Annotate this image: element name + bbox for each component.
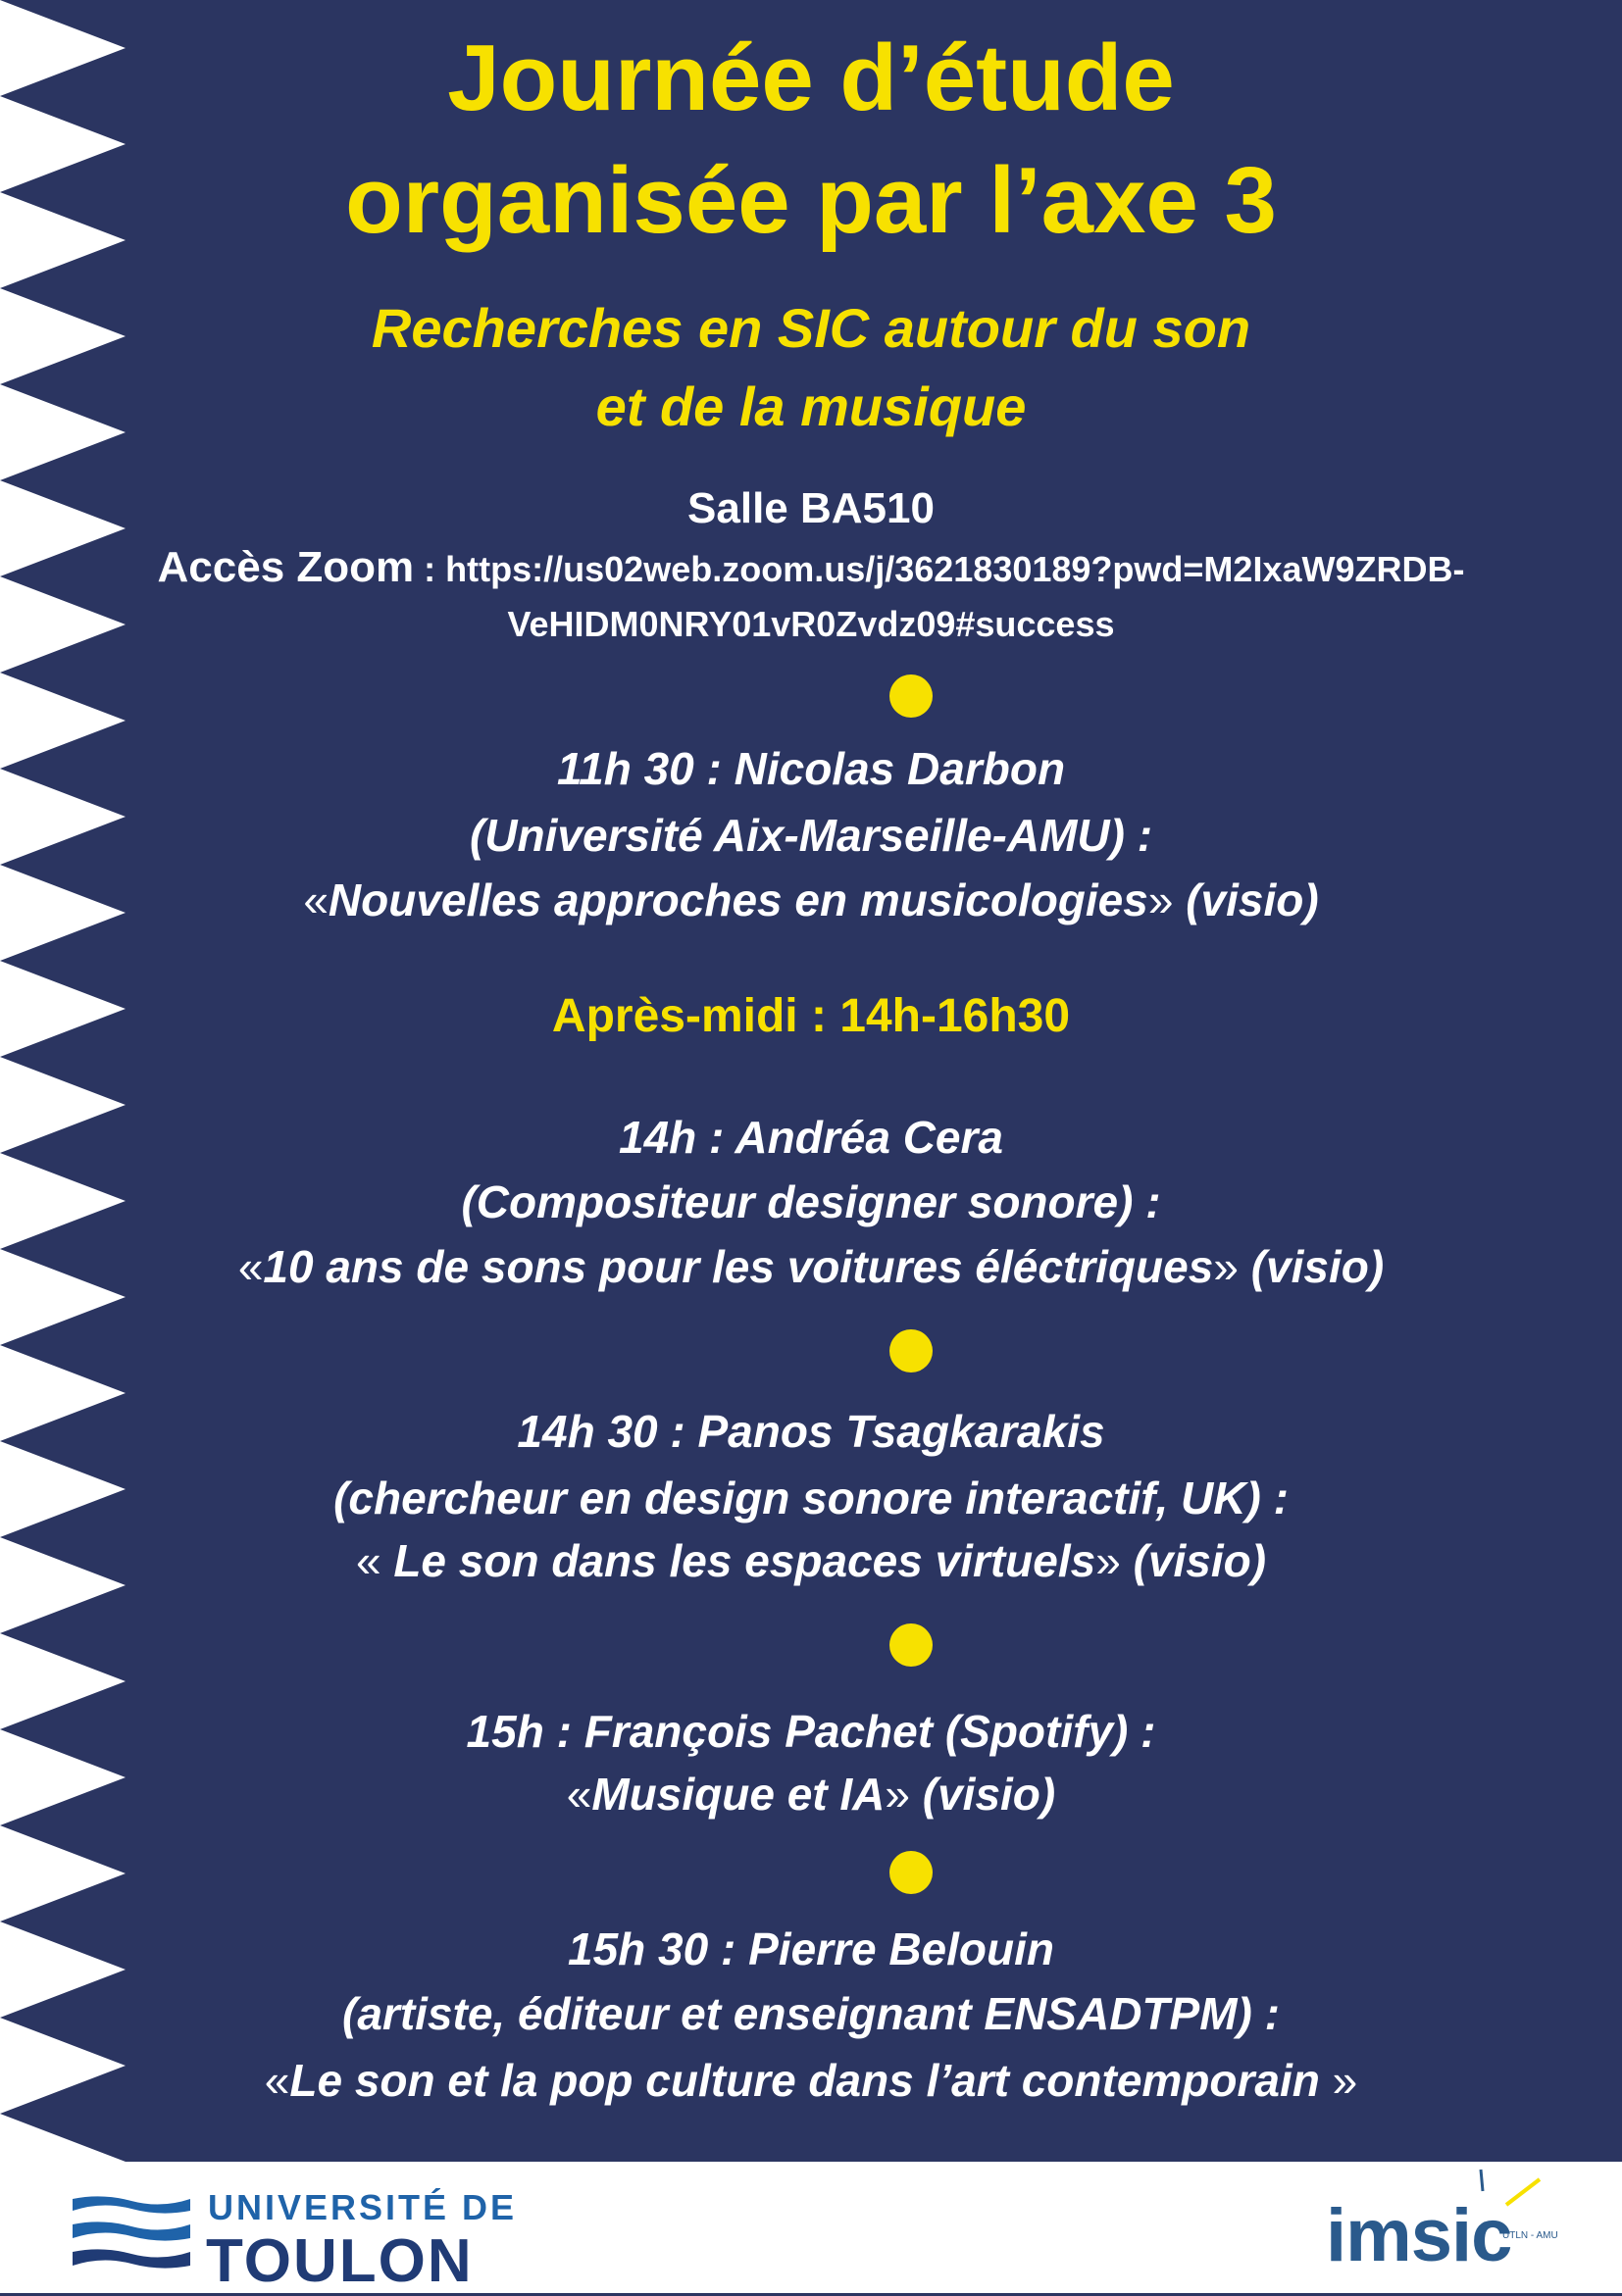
talk-5-title: Le son et la pop culture dans l’art contemporain xyxy=(289,2055,1320,2106)
zoom-link-part-2[interactable]: VeHIDM0NRY01vR0Zvdz09#success xyxy=(507,604,1115,644)
sawtooth-border xyxy=(0,0,137,2162)
talk-2-title-line xyxy=(118,1237,1504,1296)
bullet-dot xyxy=(889,1329,933,1373)
talk-4-time-speaker: 15h : François Pachet (Spotify) : xyxy=(466,1706,1156,1757)
talk-1-time-speaker: 11h 30 : Nicolas Darbon xyxy=(556,743,1066,794)
talk-5-title-line xyxy=(118,2051,1504,2110)
quote-open: « xyxy=(264,2055,290,2106)
talk-2-format: (visio) xyxy=(1238,1241,1385,1292)
imsic-logo xyxy=(1314,2162,1559,2293)
quote-open: « xyxy=(303,874,329,925)
subtitle-line-2: et de la musique xyxy=(595,375,1027,437)
quote-open: « xyxy=(566,1769,592,1820)
talk-4-title: Musique et IA xyxy=(591,1769,886,1820)
title-line-2: organisée par l’axe 3 xyxy=(345,148,1277,253)
talk-5-time-speaker: 15h 30 : Pierre Belouin xyxy=(568,1923,1054,1974)
quote-close: » xyxy=(1147,874,1174,925)
zoom-separator: : xyxy=(414,549,446,589)
bullet-dot xyxy=(889,1623,933,1667)
logo-footer xyxy=(0,2162,1622,2293)
talk-2-title: 10 ans de sons pour les voitures éléctriques xyxy=(263,1241,1214,1292)
talk-3-title: Le son dans les espaces virtuels xyxy=(393,1535,1096,1586)
afternoon-heading: Après-midi : 14h-16h30 xyxy=(551,990,1071,1042)
talk-5-affiliation: (artiste, éditeur et enseignant ENSADTPM) : xyxy=(342,1988,1280,2039)
toulon-wave-icon xyxy=(73,2195,190,2275)
quote-close: » xyxy=(1319,2055,1358,2106)
ut-name-line-1: UNIVERSITÉ DE xyxy=(208,2187,518,2227)
universite-de-toulon-logo xyxy=(73,2183,524,2295)
subtitle-line-1: Recherches en SIC autour du son xyxy=(371,297,1251,359)
talk-4-format: (visio) xyxy=(909,1769,1056,1820)
imsic-tagline: UTLN - AMU xyxy=(1502,2230,1558,2241)
quote-open: « xyxy=(237,1241,264,1292)
bullet-dot xyxy=(889,674,933,718)
talk-1-affiliation: (Université Aix-Marseille-AMU) : xyxy=(469,810,1153,861)
quote-close: » xyxy=(1213,1241,1239,1292)
talk-1-title-line xyxy=(118,871,1504,929)
zoom-access xyxy=(118,545,1504,592)
talk-2-time-speaker: 14h : Andréa Cera xyxy=(619,1112,1003,1163)
quote-close: » xyxy=(1095,1535,1121,1586)
quote-close: » xyxy=(885,1769,910,1820)
ut-name-line-2: TOULON xyxy=(206,2227,474,2295)
talk-3-time-speaker: 14h 30 : Panos Tsagkarakis xyxy=(517,1406,1105,1457)
talk-4-title-line xyxy=(118,1765,1504,1823)
talk-3-format: (visio) xyxy=(1120,1535,1267,1586)
talk-2-affiliation: (Compositeur designer sonore) : xyxy=(461,1176,1161,1227)
quote-open: « xyxy=(355,1535,394,1586)
title-line-1: Journée d’étude xyxy=(447,25,1175,130)
sawtooth-shape xyxy=(0,0,126,2162)
zoom-link-part-1[interactable]: https://us02web.zoom.us/j/3621830189?pwd=M2IxaW9ZRDB- xyxy=(445,549,1465,589)
venue-room: Salle BA510 xyxy=(687,484,935,532)
talk-1-title: Nouvelles approches en musicologies xyxy=(328,874,1148,925)
zoom-label: Accès Zoom xyxy=(157,543,415,591)
talk-3-title-line xyxy=(118,1531,1504,1590)
bullet-dot xyxy=(889,1851,933,1894)
imsic-wordmark: imsic xyxy=(1326,2194,1512,2277)
talk-1-format: (visio) xyxy=(1173,874,1319,925)
talk-3-affiliation: (chercheur en design sonore interactif, UK) : xyxy=(333,1472,1289,1523)
